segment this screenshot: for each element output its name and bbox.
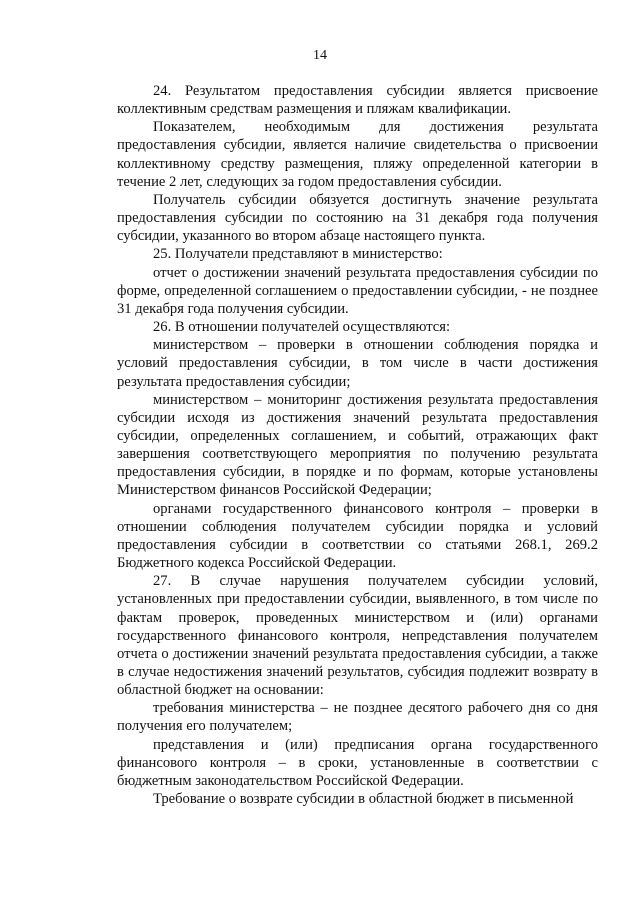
paragraph-financial-control: органами государственного финансового контроля – проверки в отношении соблюдения получателем субсидии порядка и условий предоставления субсидии в соответствии со статьями 268.1, 269.2 Бюджетного кодекса Российской Федерации. — [117, 500, 598, 572]
paragraph-recipient-obligation: Получатель субсидии обязуется достигнуть значение результата предоставления субсидии по состоянию на 31 декабря года получения субсидии, указанного во втором абзаце настоящего пункта. — [117, 191, 598, 245]
paragraph-indicator: Показателем, необходимым для достижения результата предоставления субсидии, является наличие свидетельства о присвоении коллективному средству размещения, пляжу определенной категории в течение 2 лет, следующих за годом предоставления субсидии. — [117, 119, 598, 190]
paragraph-ministry-checks: министерством – проверки в отношении соблюдения порядка и условий предоставления субсидии, в том числе в части достижения результата предоставления субсидии; — [117, 337, 598, 390]
page-number: 14 — [313, 48, 327, 63]
paragraph-ministry-monitoring: министерством – мониторинг достижения результата предоставления субсидии исходя из достижения значений результата предоставления субсидии, определенных соглашением, и событий, отражающих факт завершения соответствующего мероприятия по получению результата предоставления субсидии, в порядке и по формам, которые установлены Министерством финансов Российской Федерации; — [117, 391, 598, 499]
paragraph-report: отчет о достижении значений результата предоставления субсидии по форме, определенной соглашением о предоставлении субсидии, - не позднее 31 декабря года получения субсидии. — [117, 264, 598, 317]
paragraph-written-requirement: Требование о возврате субсидии в областной бюджет в письменной — [153, 791, 574, 808]
paragraph-27-refund: 27. В случае нарушения получателем субсидии условий, установленных при предоставлении субсидии, выявленного, в том числе по фактам проверок, проведенных министерством и (или) органами государственного финансового контроля, непредставления получателем отчета о достижении значений результата предоставления субсидии, а также в случае недостижения значений результатов, субсидия подлежит возврату в областной бюджет на основании: — [117, 573, 598, 699]
paragraph-25-heading: 25. Получатели представляют в министерство: — [153, 246, 443, 263]
paragraph-26-heading: 26. В отношении получателей осуществляются: — [153, 319, 451, 336]
document-body — [117, 82, 598, 808]
paragraph-control-order: представления и (или) предписания органа государственного финансового контроля – в сроки, установленные в соответствии с бюджетным законодательством Российской Федерации. — [117, 736, 598, 789]
paragraph-24-result: 24. Результатом предоставления субсидии является присвоение коллективным средствам размещения и пляжам квалификации. — [117, 83, 598, 118]
paragraph-ministry-requirement: требования министерства – не позднее десятого рабочего дня со дня получения его получателем; — [117, 700, 598, 735]
